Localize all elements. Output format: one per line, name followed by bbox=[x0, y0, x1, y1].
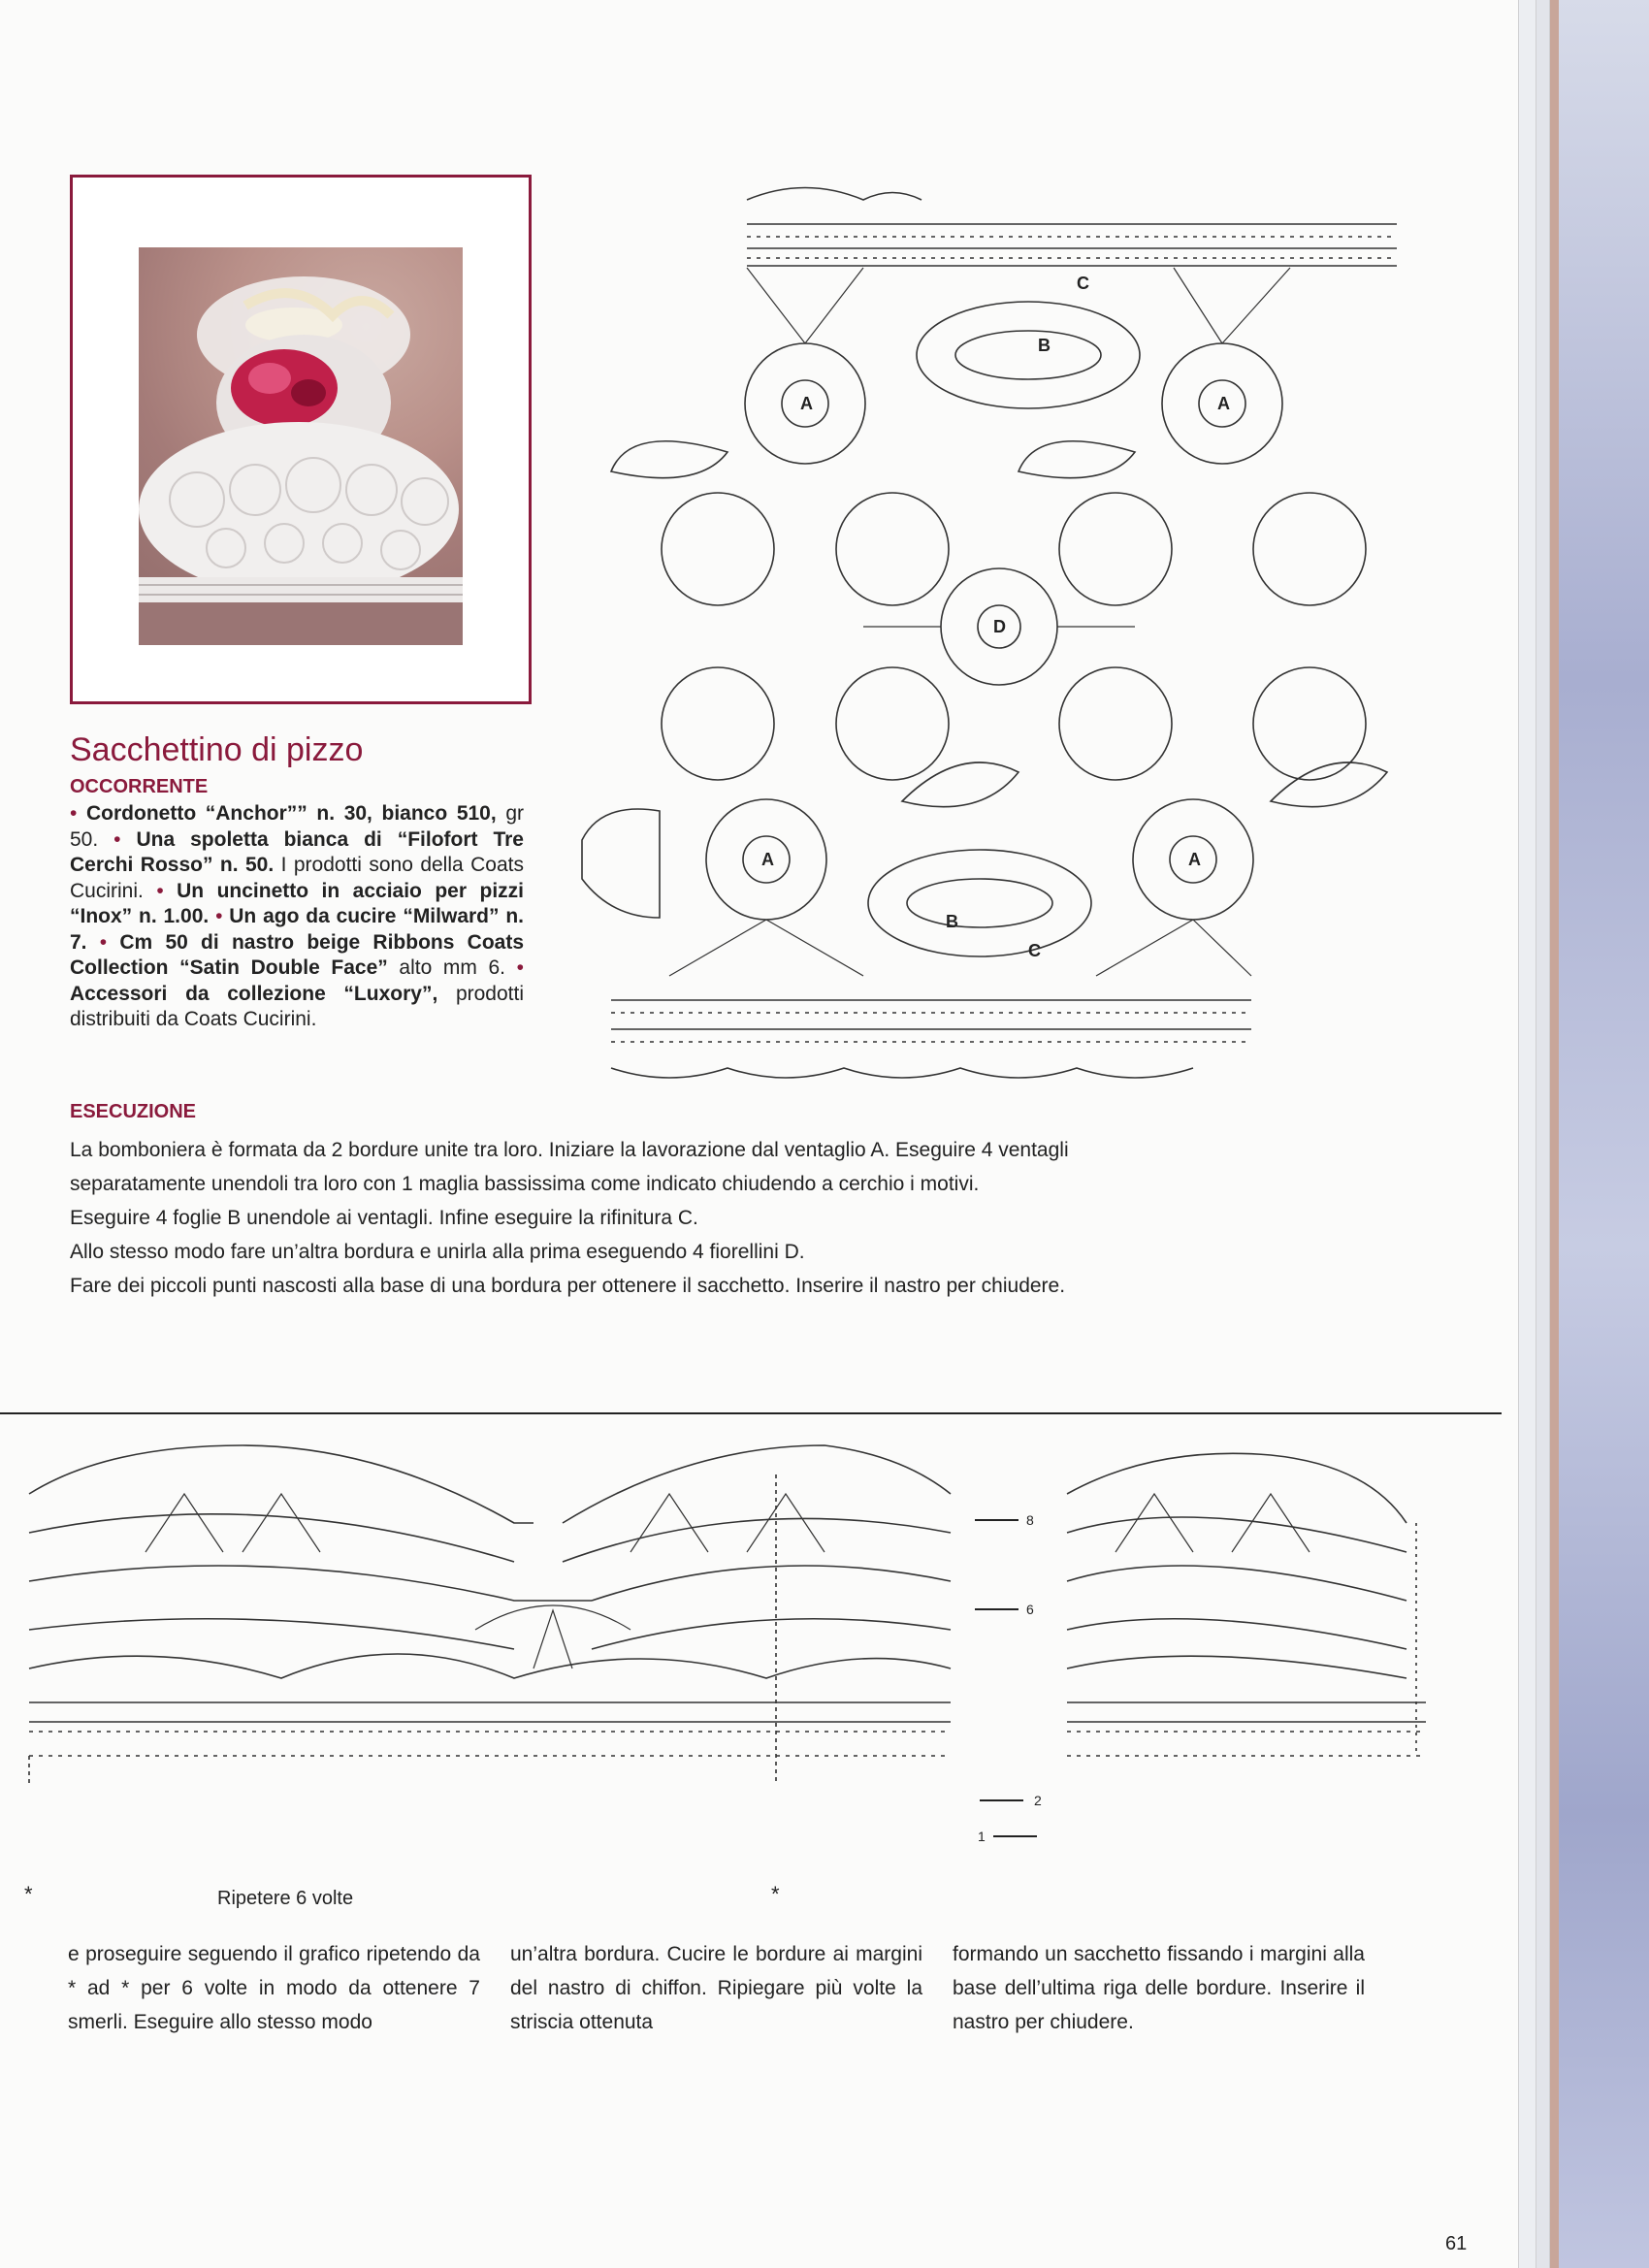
material-5-bold: Cm 50 di nastro beige Ribbons Coats Collection “Satin Double Face” bbox=[70, 930, 525, 979]
row-arrow-8 bbox=[975, 1519, 1018, 1521]
material-6-bold: Accessori da collezione “Luxory”, bbox=[70, 982, 438, 1005]
page-edge bbox=[1536, 0, 1550, 2268]
motif-label-a: A bbox=[1188, 850, 1201, 869]
motif-label-d: D bbox=[993, 617, 1006, 636]
repeat-end-asterisk: * bbox=[771, 1882, 780, 1906]
material-4-text bbox=[87, 931, 100, 954]
row-label-2: 2 bbox=[1034, 1793, 1042, 1808]
motif-label-a: A bbox=[761, 850, 774, 869]
section-divider bbox=[0, 1412, 1502, 1414]
motif-label-c: C bbox=[1028, 941, 1041, 960]
motif-label-b: B bbox=[946, 912, 958, 931]
background-surface bbox=[1559, 0, 1649, 2268]
row-arrow-2 bbox=[980, 1799, 1023, 1801]
material-1-bold: Cordonetto “Anchor”” n. 30, bianco 510, bbox=[86, 802, 497, 825]
motif-label-c: C bbox=[1077, 274, 1089, 293]
material-4-bold: Un ago da cucire “Milward” n. 7. bbox=[70, 905, 524, 954]
occorrente-heading: OCCORRENTE bbox=[70, 776, 209, 797]
repeat-start-asterisk: * bbox=[24, 1882, 33, 1906]
esecuzione-line: Eseguire 4 foglie B unendole ai ventagli. Infine eseguire la rifinitura C. bbox=[70, 1207, 698, 1229]
motif-label-a: A bbox=[1217, 394, 1230, 413]
material-2-text: I prodotti sono della Coats Cucirini. bbox=[70, 854, 524, 902]
motif-label-a: A bbox=[800, 394, 813, 413]
row-label-6: 6 bbox=[1026, 1602, 1034, 1617]
row-label-8: 8 bbox=[1026, 1512, 1034, 1528]
bullet: • bbox=[516, 956, 524, 979]
material-1-text: gr 50. bbox=[70, 802, 525, 851]
repeat-label: Ripetere 6 volte bbox=[217, 1888, 354, 1909]
material-2-bold: Una spoletta bianca di “Filofort Tre Cerchi Rosso” n. 50. bbox=[70, 827, 524, 876]
esecuzione-line: La bomboniera è formata da 2 bordure unite tra loro. Iniziare la lavorazione dal ventaglio A. Eseguire 4 ventagli bbox=[70, 1139, 1069, 1161]
lace-sachet-photo bbox=[139, 247, 463, 645]
materials-list bbox=[70, 801, 524, 1033]
row-arrow-1 bbox=[993, 1835, 1037, 1837]
bullet: • bbox=[215, 905, 223, 927]
bullet: • bbox=[99, 930, 108, 954]
material-5-text: alto mm 6. bbox=[387, 956, 517, 979]
esecuzione-heading: ESECUZIONE bbox=[70, 1101, 197, 1122]
bullet: • bbox=[70, 802, 78, 825]
photo-illustration bbox=[139, 247, 463, 645]
crochet-diagram-top bbox=[572, 180, 1445, 1092]
photo-frame bbox=[70, 175, 532, 704]
bullet: • bbox=[113, 827, 121, 851]
bullet: • bbox=[156, 879, 164, 902]
motif-label-b: B bbox=[1038, 336, 1051, 355]
material-6-text: prodotti distribuiti da Coats Cucirini. bbox=[70, 982, 524, 1030]
esecuzione-text bbox=[70, 1133, 1273, 1303]
page-number: 61 bbox=[1445, 2233, 1468, 2254]
instructions-column-3: formando un sacchetto fissando i margini alla base dell’ultima riga delle bordure. Inserire il nastro per chiudere. bbox=[953, 1943, 1365, 2033]
instructions-column-1: e proseguire seguendo il grafico ripetendo da * ad * per 6 volte in modo da ottenere 7 smerli. Eseguire allo stesso modo bbox=[68, 1943, 480, 2033]
page-edge bbox=[1518, 0, 1536, 2268]
esecuzione-line: Fare dei piccoli punti nascosti alla base di una bordura per ottenere il sacchetto. Inserire il nastro per chiudere. bbox=[70, 1275, 1066, 1297]
esecuzione-line: Allo stesso modo fare un’altra bordura e unirla alla prima eseguendo 4 fiorellini D. bbox=[70, 1241, 805, 1263]
row-label-1: 1 bbox=[978, 1829, 986, 1844]
row-arrow-6 bbox=[975, 1608, 1018, 1610]
material-3-bold: Un uncinetto in acciaio per pizzi “Inox” n. 1.00. bbox=[70, 879, 524, 927]
esecuzione-line: separatamente unendoli tra loro con 1 maglia bassissima come indicato chiudendo a cerchio i motivi. bbox=[70, 1173, 980, 1195]
article-title: Sacchettino di pizzo bbox=[70, 731, 364, 768]
instructions-column-2: un’altra bordura. Cucire le bordure ai margini del nastro di chiffon. Ripiegare più volte la striscia ottenuta bbox=[510, 1943, 922, 2033]
